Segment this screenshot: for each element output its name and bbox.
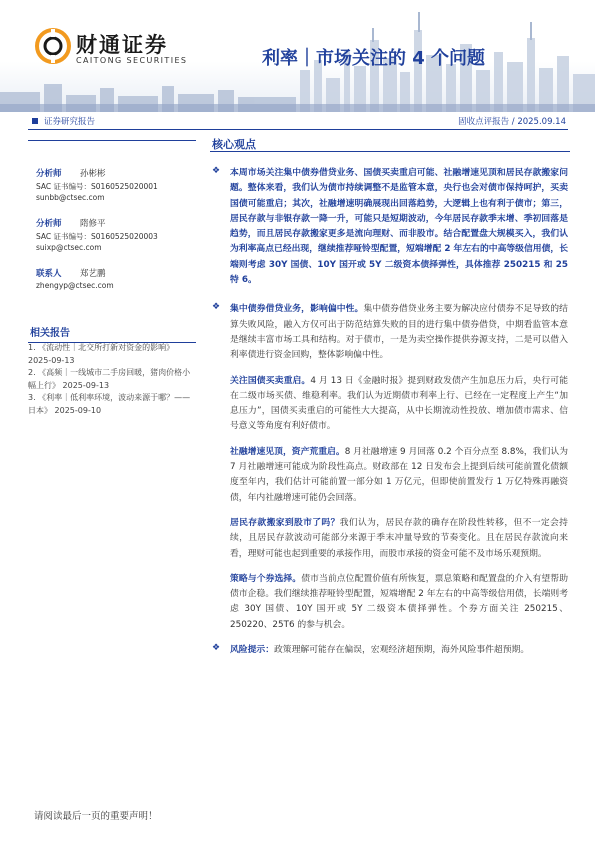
logo-emblem-icon — [34, 27, 72, 65]
disclaimer-note: 请阅读最后一页的重要声明！ — [34, 811, 158, 822]
analyst-certificate: SAC 证书编号：S0160525020003 — [36, 232, 158, 241]
report-section-label: 证券研究报告 — [44, 117, 96, 127]
sidebar — [28, 140, 196, 415]
related-report-link[interactable]: 1. 《流动性｜北交所打新对资金的影响》 2025-09-13 — [28, 343, 175, 365]
summary-text: 本周市场关注集中债券借贷业务、国债买卖重启可能、社融增速见顶和居民存款搬家问题。整体来看，我们认为债市持续调整不是监管本意，央行也会对债市保持呵护，买卖国债可能重启；其次，社融增速明确展现出回落趋势，大逻辑上也有利于债市；第三，居民存款与非银存款一降一升，可能只是短期波动，今年居民存款季末增、季初回落是趋势，而且居民存款搬家更多是流向理财、而非股市。结合配置盘大规模买入，我们认为利率高点已经出现，继续推荐哑铃型配置，短端增配 2 年左右的中高等级信用债，长端则考虑 30Y 国债、10Y 国开或 5Y 二级资本债择弹性，具体推荐 250215 和 25 特 6。 — [230, 168, 568, 286]
analyst-card — [28, 167, 196, 217]
core-views-title: 核心观点 — [212, 138, 256, 151]
company-logo — [34, 27, 188, 73]
analyst-name: 孙彬彬 — [80, 169, 106, 179]
report-header — [0, 0, 595, 112]
point-strategy — [210, 572, 568, 633]
point-lead: 社融增速见顶，资产荒重启。 — [230, 446, 345, 457]
contact-card — [28, 267, 196, 307]
analyst-card — [28, 217, 196, 267]
point-body: 8 月社融增速 9 月回落 0.2 个百分点至 8.8%，我们认为 7 月社融增速可能成为阶段性高点。财政部在 12 日发布会上提到后续可能前置化债额度至年内，我们估计可能前置一部分如 1 万亿元，但即使前置发行 1 万亿特殊再融资债，年内社融增速可能仍会回落。 — [230, 446, 568, 503]
risk-body: 政策理解可能存在偏误，宏观经济超预期，海外风险事件超预期。 — [274, 645, 530, 656]
report-type-date: 固收点评报告 / 2025.09.14 — [458, 117, 566, 127]
analyst-section — [28, 140, 196, 307]
risk-lead: 风险提示： — [230, 645, 274, 656]
risk-warning — [210, 643, 568, 658]
point-lead: 策略与个券选择。 — [230, 573, 302, 584]
point-treasury-trading — [210, 374, 568, 435]
contact-role: 联系人 — [36, 269, 62, 279]
logo-chinese-name: 财通证券 — [76, 33, 168, 57]
diamond-bullet-icon: ❖ — [212, 302, 221, 313]
point-bond-lending — [210, 302, 568, 363]
logo-english-name: CAITONG SECURITIES — [76, 56, 188, 65]
contact-email[interactable]: zhengyp@ctsec.com — [36, 281, 114, 290]
analyst-role: 分析师 — [36, 219, 62, 229]
analyst-name: 隋修平 — [80, 219, 106, 229]
point-body: 我们认为，居民存款的确存在阶段性转移，但不一定会持续，且居民存款波动可能部分来源于季末冲量导致的节奏变化。且在居民存款流向来看，理财可能也起到重要的承接作用，而股市承接的资金可能不及市场乐观预期。 — [230, 517, 568, 559]
point-body: 集中债券借贷业务主要为解决应付债券不足导致的结算失败风险，融入方仅可出于防范结算失败的目的进行集中债券借贷，中期看监管本意是继续丰富市场工具和结构。对于债市，一是为卖空操作提供券源支持，二是可以借入利率债进行资金回购，整体影响偏中性。 — [230, 304, 568, 361]
summary-point — [210, 166, 568, 288]
analyst-email[interactable]: suixp@ctsec.com — [36, 243, 102, 252]
point-body: 债市当前点位配置价值有所恢复，票息策略和配置盘的介入有望帮助债市企稳。我们继续推荐哑铃型配置，短端增配 2 年左右的中高等级信用债，长端则考虑 30Y 国债、10Y 国开或 5Y 二级资本债择弹性。个券方面关注 250215、250220、25T6 的参与机会。 — [230, 573, 568, 630]
analyst-role: 分析师 — [36, 169, 62, 179]
point-lead: 集中债券借贷业务，影响偏中性。 — [230, 304, 364, 315]
analyst-email[interactable]: sunbb@ctsec.com — [36, 193, 105, 202]
point-social-financing — [210, 445, 568, 506]
related-reports-list — [28, 342, 196, 417]
diamond-bullet-icon: ❖ — [212, 643, 221, 654]
related-report-link[interactable]: 2. 《高频｜一线城市二手房回暖，猪肉价格小幅上行》 2025-09-13 — [28, 368, 191, 390]
core-views-body — [210, 166, 568, 658]
point-lead: 关注国债买卖重启。 — [230, 375, 311, 386]
report-title: 利率｜市场关注的 4 个问题 — [262, 48, 486, 69]
analyst-certificate: SAC 证书编号：S0160525020001 — [36, 182, 158, 191]
report-meta-bar — [28, 114, 568, 130]
point-lead: 居民存款搬家到股市了吗？ — [230, 517, 340, 528]
diamond-bullet-icon: ❖ — [212, 166, 221, 176]
core-views-heading — [210, 136, 570, 152]
point-body: 4 月 13 日《金融时报》提到财政发债产生加息压力后，央行可能在二级市场买债、维稳利率。我们认为近期债市利率上行、已经在一定程度上产生“加息压力”，国债买卖重启的可能性大大提高，从中长期流动性投放、增加债市需求、信号意义等角度有利好债市。 — [230, 375, 568, 432]
related-reports-title: 相关报告 — [28, 324, 196, 343]
contact-name: 郑艺鹏 — [80, 269, 106, 279]
related-report-link[interactable]: 3. 《利率｜低利率环境，波动来源于哪？——日本》 2025-09-10 — [28, 393, 191, 415]
square-bullet-icon — [32, 118, 38, 124]
point-household-deposits — [210, 516, 568, 562]
